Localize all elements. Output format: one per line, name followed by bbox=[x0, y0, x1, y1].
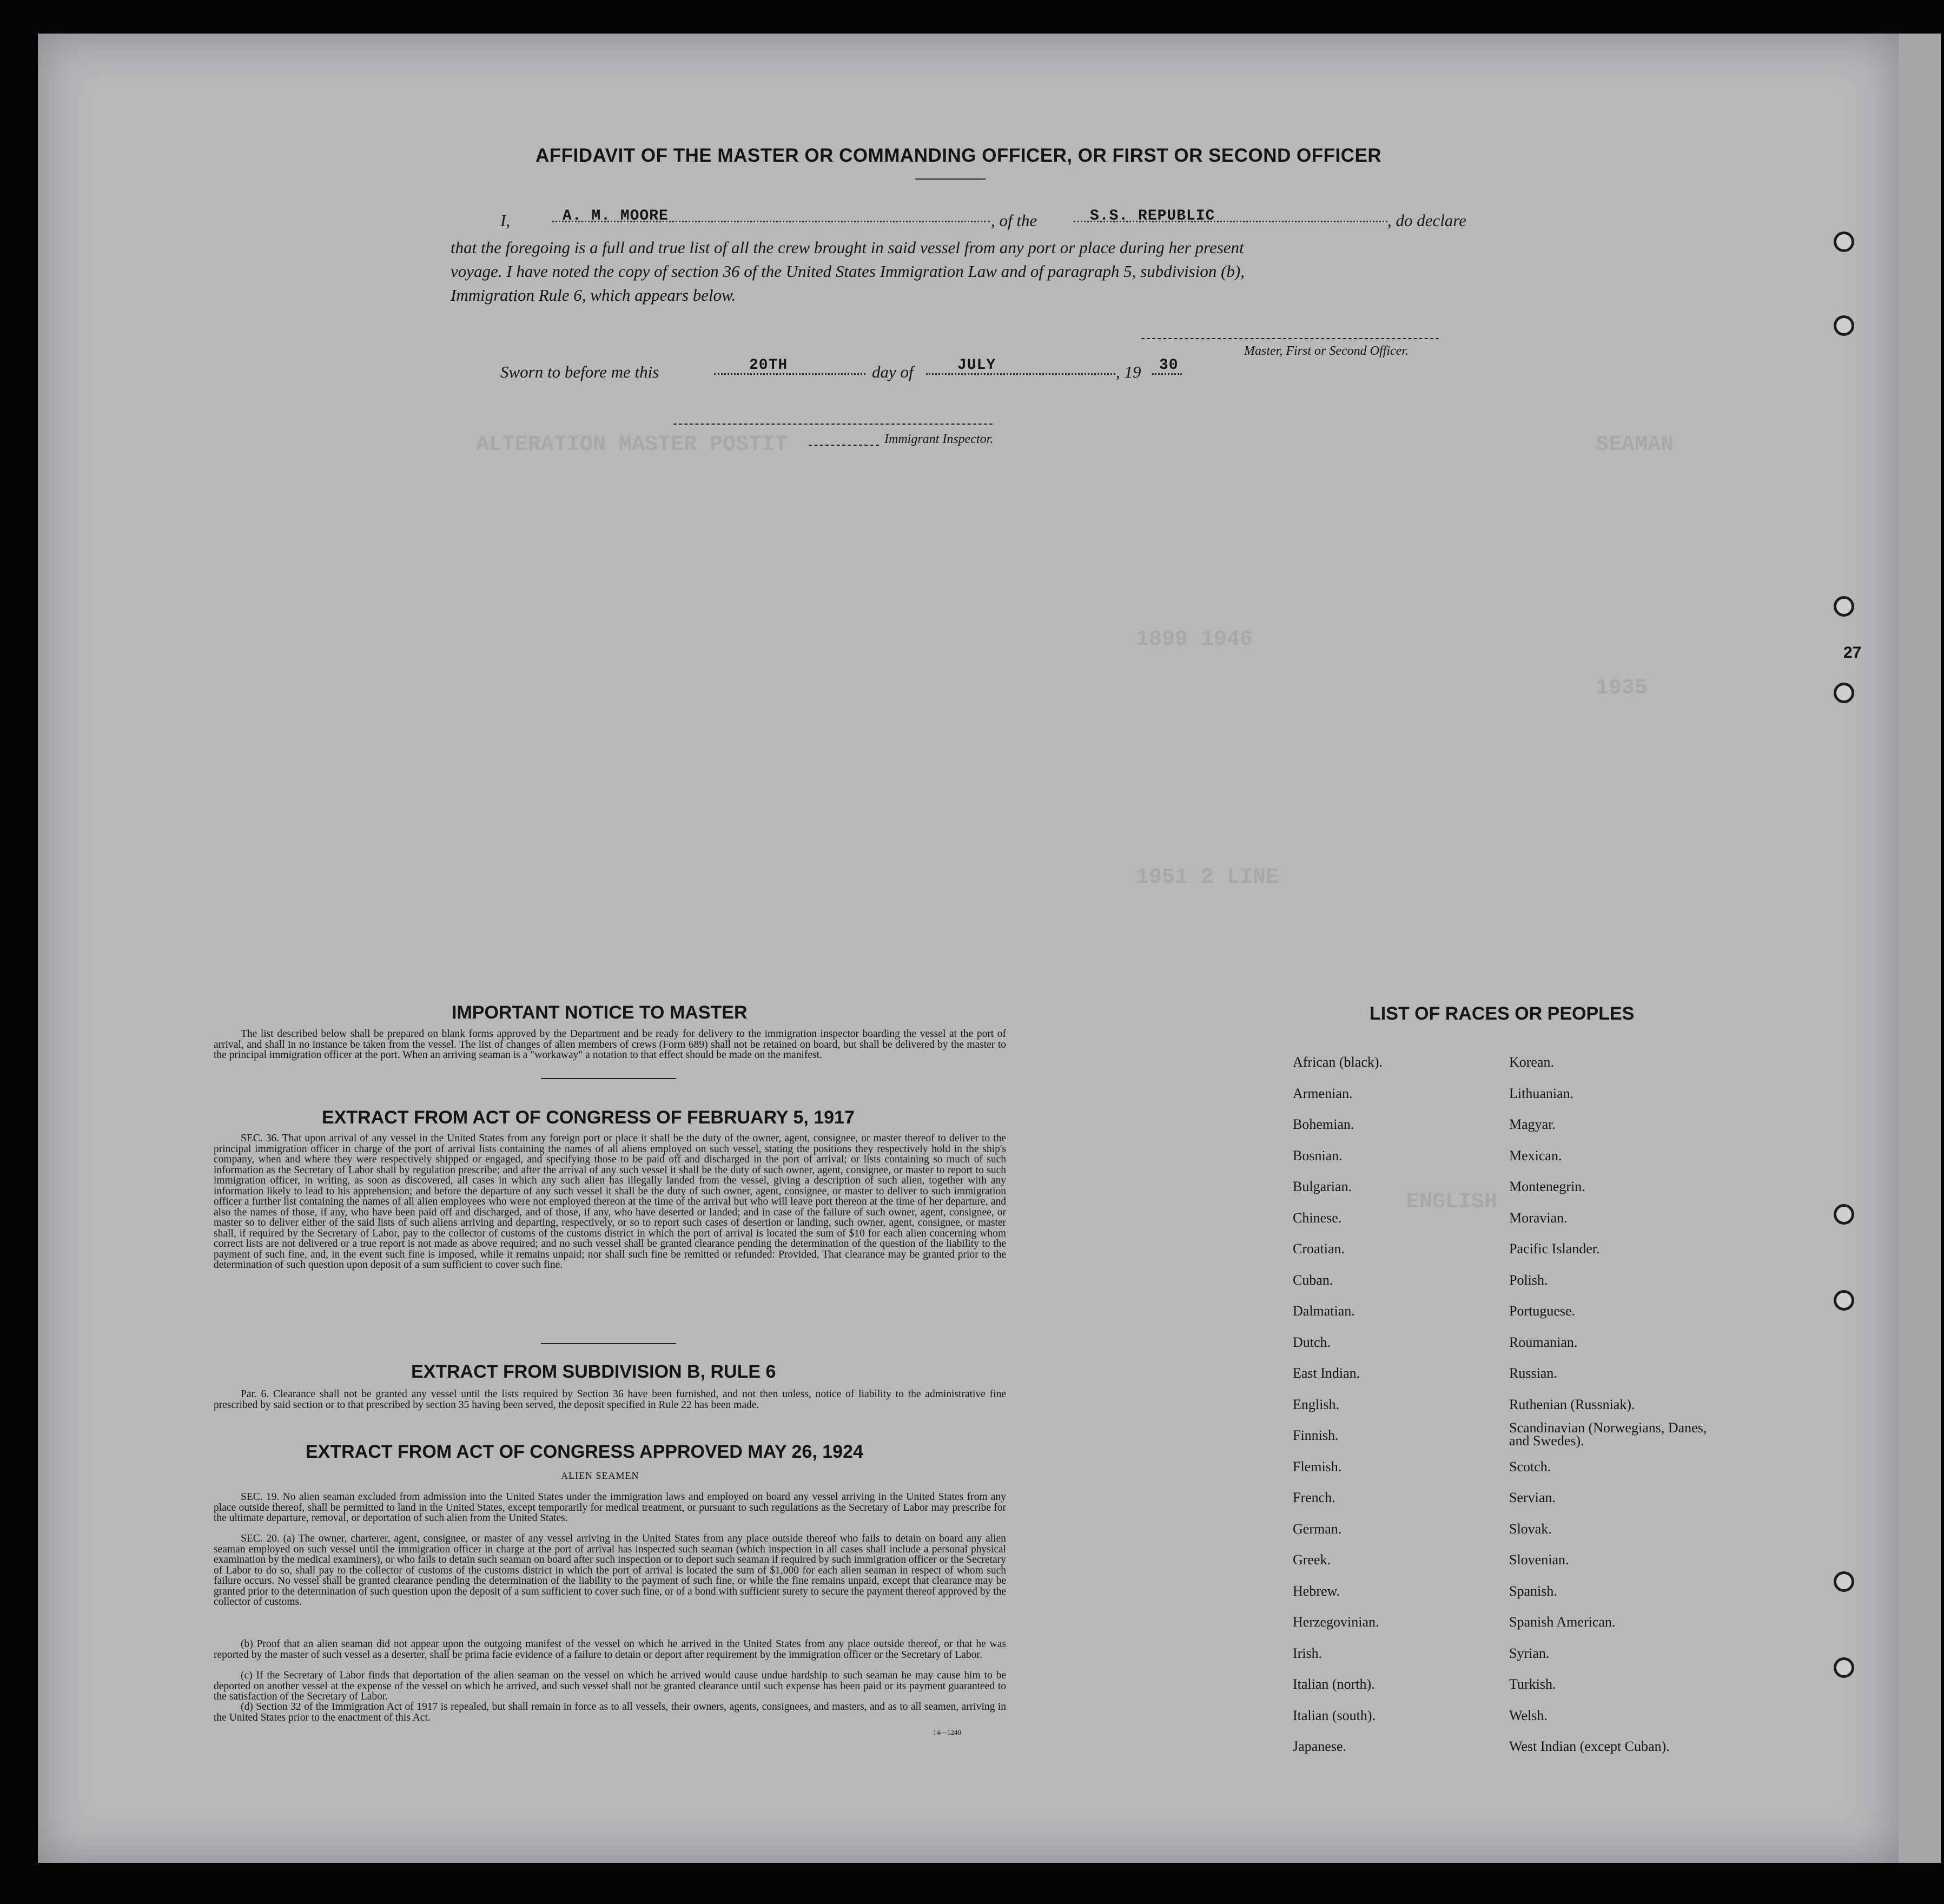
race-item: Portuguese. bbox=[1509, 1303, 1576, 1319]
race-item: Spanish. bbox=[1509, 1583, 1557, 1599]
race-item: Servian. bbox=[1509, 1490, 1556, 1505]
form-number: 14—1240 bbox=[933, 1728, 961, 1736]
race-item: French. bbox=[1293, 1490, 1335, 1505]
binder-hole bbox=[1834, 315, 1854, 336]
sworn-year: 30 bbox=[1159, 357, 1179, 374]
race-item: Bulgarian. bbox=[1293, 1179, 1352, 1194]
race-item: Cuban. bbox=[1293, 1272, 1333, 1288]
race-item: Pacific Islander. bbox=[1509, 1241, 1600, 1257]
race-item: West Indian (except Cuban). bbox=[1509, 1738, 1670, 1754]
vessel-name: S.S. REPUBLIC bbox=[1090, 208, 1215, 224]
race-item: Magyar. bbox=[1509, 1116, 1556, 1132]
race-item: Slovenian. bbox=[1509, 1552, 1569, 1568]
binder-hole bbox=[1834, 1571, 1854, 1592]
race-item: Slovak. bbox=[1509, 1520, 1552, 1537]
day-of-label: day of bbox=[872, 362, 914, 381]
race-item: Irish. bbox=[1293, 1645, 1323, 1661]
extract-rule6-text: Par. 6. Clearance shall not be granted any vessel until the lists required by Section 36 have been furnished, and not then unless, notice of liability to the administrative fine prescribed by said section or to that prescribed by section 35 having been served, the deposit specified in Rule 22 has been made. bbox=[214, 1389, 1006, 1411]
sworn-day: 20TH bbox=[749, 357, 788, 374]
races-title: LIST OF RACES OR PEOPLES bbox=[1370, 1003, 1635, 1024]
race-item: Dutch. bbox=[1293, 1334, 1331, 1350]
sec20b-text: (b) Proof that an alien seaman did not appear upon the outgoing manifest of the vessel on which he arrived in the United States from any place outside thereof, or that he was reported by the master of such vessel as a deserter, shall be prima facie evidence of a failure to detain or deport after requirement by the immigration officer or the Secretary of Labor. bbox=[214, 1638, 1006, 1661]
affidavit-i: I, bbox=[500, 211, 511, 230]
race-item: Bosnian. bbox=[1293, 1147, 1343, 1163]
race-item: Syrian. bbox=[1509, 1645, 1550, 1661]
race-item: Dalmatian. bbox=[1293, 1303, 1355, 1319]
sworn-label: Sworn to before me this bbox=[500, 362, 659, 381]
race-item: Roumanian. bbox=[1509, 1334, 1578, 1350]
master-signature-caption: Master, First or Second Officer. bbox=[1244, 344, 1409, 358]
race-item: East Indian. bbox=[1293, 1365, 1360, 1381]
race-item: Greek. bbox=[1293, 1552, 1331, 1568]
binder-hole bbox=[1834, 1204, 1854, 1225]
race-item: Russian. bbox=[1509, 1365, 1557, 1381]
of-the-label: , of the bbox=[991, 211, 1037, 230]
affidavit-line-2: that the foregoing is a full and true list of all the crew brought in said vessel from any port or place during her present bbox=[451, 238, 1244, 257]
affidavit-title: AFFIDAVIT OF THE MASTER OR COMMANDING OFFICER, OR FIRST OR SECOND OFFICER bbox=[535, 145, 1382, 166]
race-item: Mexican. bbox=[1509, 1147, 1562, 1163]
alien-seamen-subtitle: ALIEN SEAMEN bbox=[561, 1470, 639, 1481]
race-item: Japanese. bbox=[1293, 1738, 1346, 1754]
sworn-month: JULY bbox=[957, 357, 996, 374]
race-item: Scotch. bbox=[1509, 1458, 1551, 1475]
race-item: Turkish. bbox=[1509, 1676, 1556, 1692]
race-item: Croatian. bbox=[1293, 1241, 1345, 1257]
extract-1924-title: EXTRACT FROM ACT OF CONGRESS APPROVED MAY 26, 1924 bbox=[306, 1442, 863, 1462]
race-item: Lithuanian. bbox=[1509, 1085, 1574, 1101]
binder-hole bbox=[1834, 683, 1854, 703]
race-item: Italian (south). bbox=[1293, 1707, 1376, 1723]
sec20d-text: (d) Section 32 of the Immigration Act of 1917 is repealed, but shall remain in force as to all vessels, their owners, agents, consignees, and masters, and as to all seamen, arriving in the United States prior to the enactment of this Act. bbox=[214, 1701, 1006, 1723]
extract-1917-title: EXTRACT FROM ACT OF CONGRESS OF FEBRUARY 5, 1917 bbox=[322, 1107, 855, 1128]
race-item: Italian (north). bbox=[1293, 1676, 1375, 1692]
race-item: Korean. bbox=[1509, 1054, 1555, 1070]
race-item: Hebrew. bbox=[1293, 1583, 1340, 1599]
do-declare-label: , do declare bbox=[1387, 211, 1467, 230]
affidavit-line-3: voyage. I have noted the copy of section 36 of the United States Immigration Law and of paragraph 5, subdivision (b), bbox=[451, 262, 1245, 281]
binder-hole bbox=[1834, 1657, 1854, 1678]
race-item: Montenegrin. bbox=[1509, 1179, 1585, 1194]
binder-hole bbox=[1834, 1290, 1854, 1311]
race-item: Herzegovinian. bbox=[1293, 1614, 1379, 1630]
race-item: Scandinavian (Norwegians, Danes, and Swedes). bbox=[1509, 1420, 1707, 1449]
race-item: Finnish. bbox=[1293, 1427, 1339, 1443]
race-item: Bohemian. bbox=[1293, 1116, 1354, 1132]
sec20c-text: (c) If the Secretary of Labor finds that deportation of the alien seaman on the vessel on which he arrived would cause undue hardship to such seaman he may cause him to be deported on another vessel at the expense of the vessel on which he arrived, and such vessel shall not be granted clearance until such expense has been paid or its payment guaranteed to the satisfaction of the Secretary of Labor. bbox=[214, 1670, 1006, 1702]
inspector-caption: Immigrant Inspector. bbox=[884, 432, 994, 446]
page-edge bbox=[1899, 34, 1941, 1863]
extract-1917-text: SEC. 36. That upon arrival of any vessel in the United States from any foreign port or place it shall be the duty of the owner, agent, consignee, or master thereof to deliver to the principal immigration officer in charge of the port of arrival lists containing the names of all aliens employed on such vessel, stating the positions they respectively hold in the ship's company, when and where they were respectively shipped or engaged, and specifying those to be paid off and discharged in the port of arrival; or lists containing so much of such information as the Secretary of Labor shall by regulation prescribe; and after the arrival of any such vessel it shall be the duty of such owner, agent, consignee, or master to report to such immigration officer, in writing, as soon as discovered, all cases in which any such alien has illegally landed from the vessel, giving a description of such alien, together with any information likely to lead to his apprehension; and before the departure of any such vessel it shall be the duty of such owner, agent, consignee, or master to deliver to such immigration officer a further list containing the names of all alien employees who were not employed thereon at the time of the arrival but who will leave port thereon at the time of her departure, and also the names of those, if any, who have been paid off and discharged, and of those, if any, who have deserted or landed; and in case of the failure of such owner, agent, consignee, or master so to deliver either of the said lists of such aliens arriving and departing, respectively, or so to report such cases of desertion or landing, such owner, agent, consignee, or master shall, if required by the Secretary of Labor, pay to the collector of customs of the customs district in which the port of arrival is located the sum of $10 for each alien concerning whom correct lists are not delivered or a true report is not made as above required; and no such vessel shall be granted clearance pending the determination of the question of the liability to the payment of such fine, and, in the event such fine is imposed, while it remains unpaid; nor shall such fine be remitted or refunded: Provided, That clearance may be granted prior to the determination of such question upon deposit of a sum sufficient to cover such fine. bbox=[214, 1133, 1006, 1271]
race-item: Ruthenian (Russniak). bbox=[1509, 1396, 1635, 1412]
race-item: Spanish American. bbox=[1509, 1614, 1616, 1630]
race-item: Polish. bbox=[1509, 1272, 1548, 1288]
race-item: German. bbox=[1293, 1520, 1342, 1537]
sec20a-text: SEC. 20. (a) The owner, charterer, agent, consignee, or master of any vessel arriving in the United States from any place outside thereof who fails to detain on board any alien seaman employed on such vessel until the immigration officer in charge at the port of arrival has inspected such seaman (which inspection in all cases shall include a personal physical examination by the medical examiners), or who fails to detain such seaman on board after such inspection or to deport such seaman if required by such immigration officer or the Secretary of Labor to do so, shall pay to the collector of customs of the customs district in which the port of arrival is located the sum of $1,000 for each alien seaman in respect of whom such failure occurs. No vessel shall be granted clearance pending the determination of the liability to the payment of such fine, or while the fine remains unpaid, except that clearance may be granted prior to the determination of such question upon the deposit of a sum sufficient to cover such fine, or of a bond with sufficient surety to secure the payment thereof approved by the collector of customs. bbox=[214, 1533, 1006, 1608]
affidavit-line-4: Immigration Rule 6, which appears below. bbox=[451, 286, 736, 305]
race-item: African (black). bbox=[1293, 1054, 1383, 1070]
master-name: A. M. MOORE bbox=[563, 208, 669, 224]
race-item: Armenian. bbox=[1293, 1085, 1353, 1101]
race-item: Chinese. bbox=[1293, 1209, 1342, 1226]
race-item: English. bbox=[1293, 1396, 1339, 1412]
race-item: Moravian. bbox=[1509, 1209, 1568, 1226]
binder-hole bbox=[1834, 232, 1854, 252]
binder-hole bbox=[1834, 596, 1854, 617]
page-number: 27 bbox=[1843, 644, 1862, 662]
year-prefix: , 19 bbox=[1116, 362, 1141, 381]
sec19-text: SEC. 19. No alien seaman excluded from admission into the United States under the immigration laws and employed on board any vessel arriving in the United States from any place outside thereof, shall be permitted to land in the United States, except temporarily for medical treatment, or pursuant to such regulations as the Secretary of Labor may prescribe for the ultimate departure, removal, or deportation of such alien from the United States. bbox=[214, 1491, 1006, 1524]
extract-rule6-title: EXTRACT FROM SUBDIVISION B, RULE 6 bbox=[411, 1361, 776, 1382]
race-item: Flemish. bbox=[1293, 1458, 1342, 1475]
notice-title: IMPORTANT NOTICE TO MASTER bbox=[452, 1002, 748, 1023]
race-item: Welsh. bbox=[1509, 1707, 1548, 1723]
notice-text: The list described below shall be prepared on blank forms approved by the Department and be ready for delivery to the immigration inspector boarding the vessel at the port of arrival, and shall in no instance be taken from the vessel. The list of changes of alien members of crews (Form 689) shall not be retained on board, but shall be delivered by the master to the principal immigration officer at the port. When an arriving seaman is a "workaway" a notation to that effect should be made on the manifest. bbox=[214, 1028, 1006, 1061]
